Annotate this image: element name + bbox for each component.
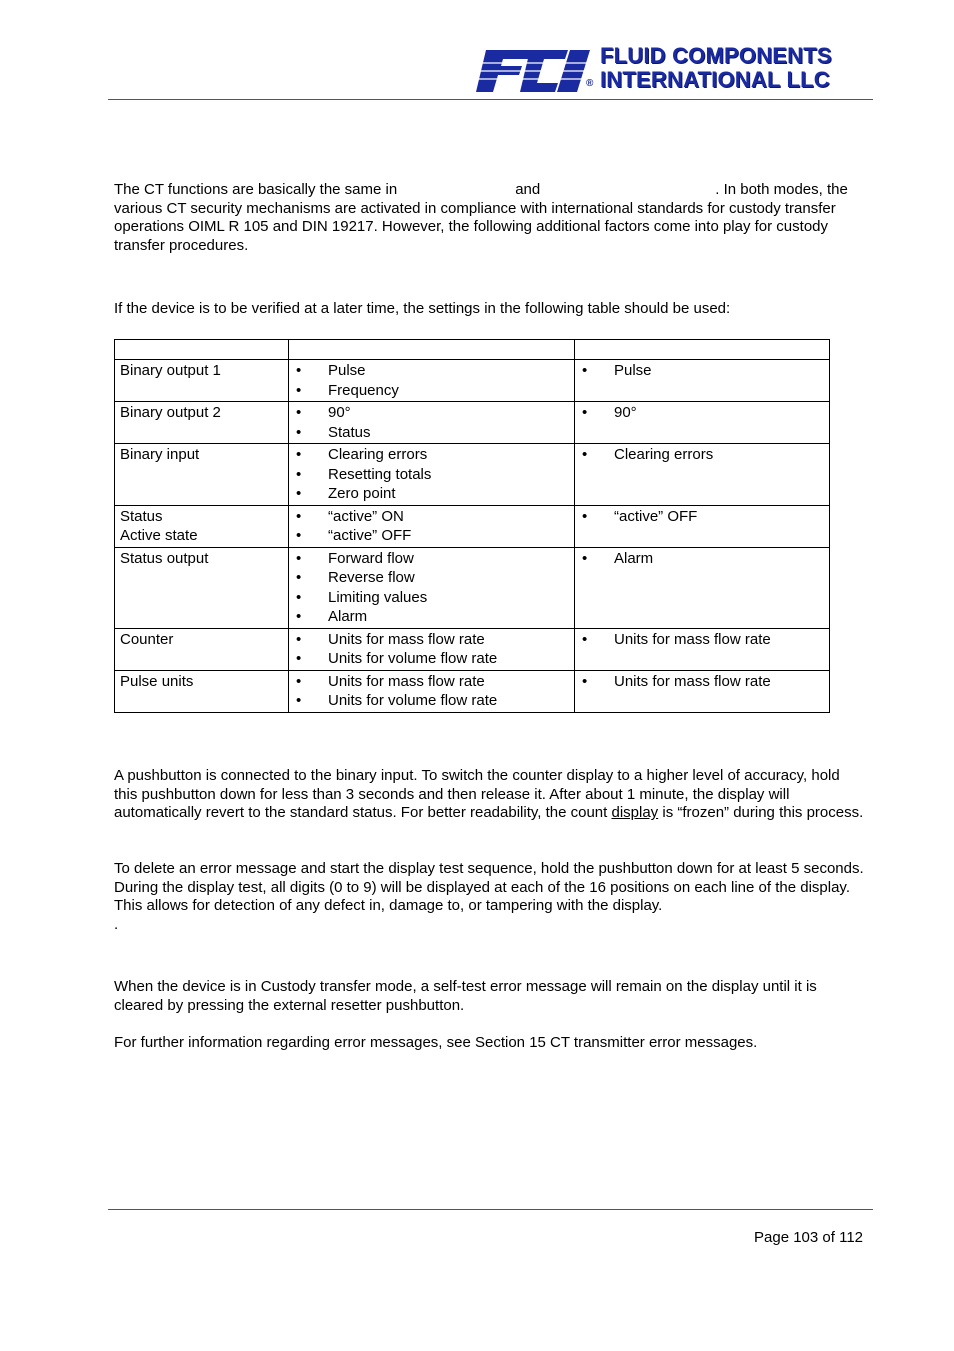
registered-mark: ® [586,78,594,89]
bullet-list [294,630,570,669]
bullet-list [580,445,825,465]
table-row [115,360,830,402]
header-rule [108,99,873,100]
bullet-item: • Units for mass flow rate [580,630,825,650]
bullet-list [580,630,825,650]
bullet-item: • Units for mass flow rate [580,672,825,692]
bullet-item: • Clearing errors [294,445,570,465]
fci-logo-mark [472,44,598,96]
bullet-item: • Pulse [294,361,570,381]
ct-setting-cell [575,505,830,547]
bullet-item: • 90° [580,403,825,423]
bullet-item: • Reverse flow [294,568,570,588]
table-row [115,670,830,712]
setting-name-line: Binary output 2 [120,404,221,421]
bullet-item: • Alarm [294,607,570,627]
error-paragraph-2: For further information regarding error messages, see Section 15 CT transmitter error messages. [114,1034,758,1051]
intro-part-3: . In both modes, the various CT security mechanisms are activated in compliance with international standards for custody transfer operations OIML R 105 and DIN 19217. However, the following additional factors come into play for custody transfer procedures. [114,181,848,254]
verify-note: If the device is to be verified at a later time, the settings in the following table should be used: [114,300,731,317]
bullet-list [294,403,570,442]
company-logo [472,44,867,96]
ct-setting-cell [575,444,830,506]
setting-name-cell [115,547,289,628]
setting-name-cell [115,444,289,506]
options-cell [289,670,575,712]
bullet-list [580,672,825,692]
options-cell [289,444,575,506]
setting-name [120,549,284,569]
options-cell [289,547,575,628]
bullet-list [580,361,825,381]
bullet-item: • “active” ON [294,507,570,527]
setting-name-cell [115,360,289,402]
setting-name-line: Status [120,507,163,525]
logo-line-1: FLUID COMPONENTS [600,43,832,68]
error-paragraph-1: When the device is in Custody transfer mode, a self-test error message will remain on the display until it is cleared by pressing the external resetter pushbutton. [114,978,817,1014]
logo-line-2: INTERNATIONAL LLC [600,67,830,92]
setting-name-line: Status output [120,549,209,567]
bullet-list [294,507,570,546]
bullet-item: • Forward flow [294,549,570,569]
table-row [115,402,830,444]
footer-rule [108,1209,873,1210]
ct-setting-cell [575,670,830,712]
table-row [115,444,830,506]
setting-name-line: Active state [120,527,198,544]
table-header-cell [289,340,575,360]
table-row [115,505,830,547]
pushbutton-paragraph-1 [114,767,866,823]
bullet-list [580,549,825,569]
bullet-item: • Limiting values [294,588,570,608]
setting-name [120,672,284,692]
bullet-item: • “active” OFF [580,507,825,527]
bullet-list [294,445,570,504]
table-row [115,547,830,628]
setting-name-cell [115,628,289,670]
company-name [600,44,832,92]
ct-setting-cell [575,628,830,670]
ct-setting-cell [575,547,830,628]
setting-name [120,361,284,381]
table-header-cell [115,340,289,360]
options-cell [289,402,575,444]
bullet-item: • Pulse [580,361,825,381]
setting-name-cell [115,505,289,547]
setting-name-line: Pulse units [120,672,194,690]
bullet-item: • Status [294,423,570,443]
table-row [115,628,830,670]
bullet-item: • Zero point [294,484,570,504]
pushbutton-paragraph-2: To delete an error message and start the display test sequence, hold the pushbutton down for at least 5 seconds. During the display test, all digits (0 to 9) will be displayed at each of the 16 positions on each line of the display. This allows for detection of any defect in, damage to, or tampering with the display. [114,860,864,915]
bullet-item: • Clearing errors [580,445,825,465]
setting-name [120,507,284,546]
bullet-list [580,403,825,423]
pushbutton-text: A pushbutton is connected to the binary input. To switch the counter display to a higher level of accuracy, hold this pushbutton down for less than 3 seconds and then release it. After about 1 minute, the display will automatically revert to the standard status. For better readability, the count [114,767,840,822]
settings-table [114,339,830,713]
bullet-item: • Units for volume flow rate [294,649,570,669]
options-cell [289,505,575,547]
setting-name [120,630,284,650]
bullet-list [580,507,825,527]
setting-name-cell [115,670,289,712]
bullet-item: • Units for mass flow rate [294,672,570,692]
bullet-list [294,549,570,627]
bullet-item: • 90° [294,403,570,423]
ct-setting-cell [575,360,830,402]
bullet-list [294,361,570,400]
setting-name-cell [115,402,289,444]
intro-part-2: and [515,181,541,198]
bullet-item: • Resetting totals [294,465,570,485]
options-cell [289,628,575,670]
setting-name-line: Counter [120,630,174,648]
bullet-item: • Units for mass flow rate [294,630,570,650]
options-cell [289,360,575,402]
setting-name-line: Binary input [120,446,200,463]
table-header-cell [575,340,830,360]
setting-name [120,403,284,423]
ct-setting-cell [575,402,830,444]
table-header-row [115,340,830,360]
bullet-item: • “active” OFF [294,526,570,546]
pushbutton-text-end: is “frozen” during this process. [662,804,864,822]
page-number: Page 103 of 112 [754,1229,863,1246]
setting-name [120,445,284,465]
pushbutton-trailing-dot: . [114,916,119,933]
display-link[interactable]: display [611,804,659,822]
bullet-item: • Frequency [294,381,570,401]
setting-name-line: Binary output 1 [120,362,221,379]
intro-part-1: The CT functions are basically the same in [114,181,398,198]
intro-paragraph [114,181,866,255]
bullet-list [294,672,570,711]
bullet-item: • Units for volume flow rate [294,691,570,711]
bullet-item: • Alarm [580,549,825,569]
